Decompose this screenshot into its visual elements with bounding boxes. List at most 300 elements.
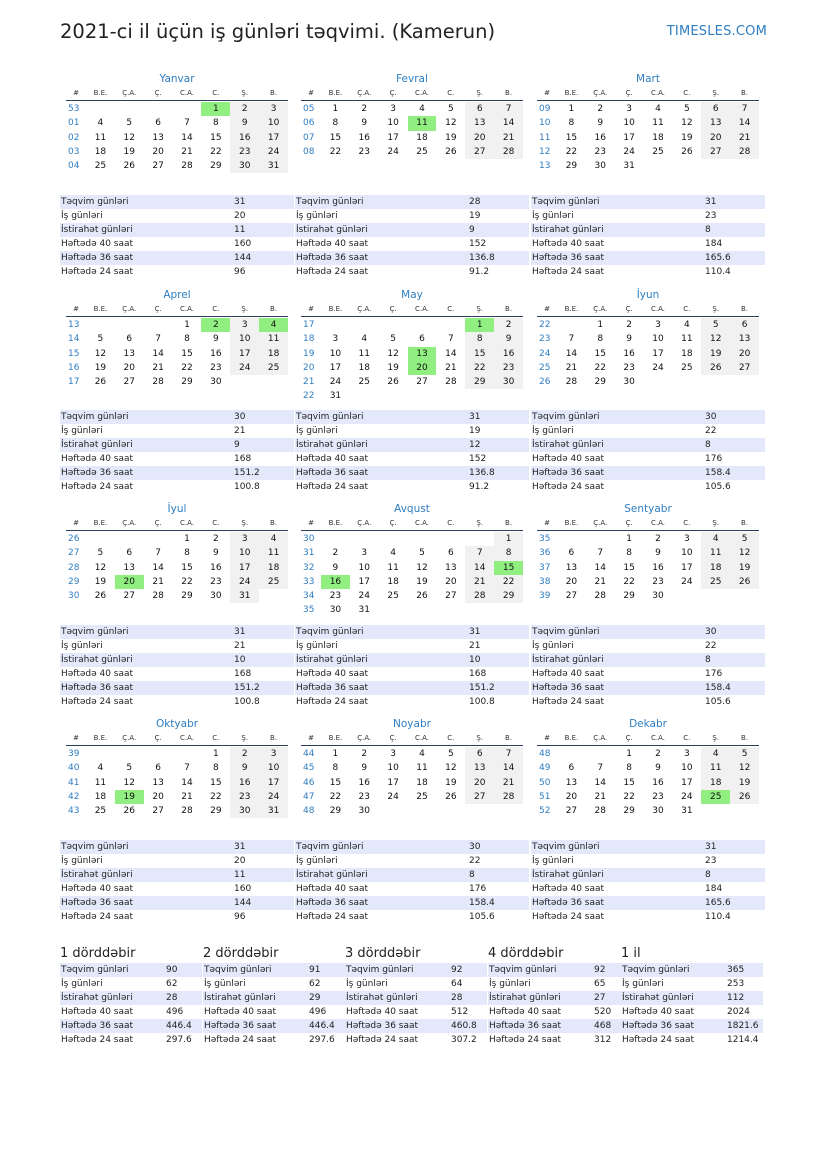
- day-cell[interactable]: 10: [259, 116, 288, 130]
- day-cell[interactable]: 30: [652, 591, 664, 602]
- day-cell[interactable]: 11: [259, 332, 288, 346]
- day-cell[interactable]: 12: [730, 761, 759, 775]
- day-cell[interactable]: 12: [387, 348, 399, 359]
- day-cell[interactable]: 25: [681, 362, 693, 373]
- day-cell[interactable]: 10: [681, 548, 693, 559]
- day-cell[interactable]: 17: [652, 348, 664, 359]
- day-cell[interactable]: 9: [626, 334, 632, 345]
- day-cell[interactable]: 25: [701, 575, 730, 589]
- day-cell[interactable]: 23: [652, 576, 664, 587]
- day-cell[interactable]: 14: [730, 116, 759, 130]
- day-cell[interactable]: 14: [181, 777, 193, 788]
- day-cell[interactable]: 30: [210, 377, 222, 388]
- day-cell[interactable]: 9: [230, 761, 259, 775]
- day-cell[interactable]: 15: [594, 348, 606, 359]
- day-cell[interactable]: 30: [652, 806, 664, 817]
- day-cell[interactable]: 19: [730, 561, 759, 575]
- day-cell[interactable]: 9: [361, 763, 368, 774]
- day-cell[interactable]: 29: [494, 589, 523, 603]
- day-cell[interactable]: 20: [152, 146, 164, 157]
- day-cell[interactable]: 22: [210, 146, 222, 157]
- day-cell[interactable]: 22: [210, 791, 222, 802]
- day-cell[interactable]: 19: [115, 790, 144, 804]
- day-cell[interactable]: 18: [416, 777, 428, 788]
- day-cell[interactable]: 4: [419, 104, 425, 114]
- day-cell[interactable]: 15: [210, 777, 222, 788]
- day-cell[interactable]: 25: [94, 161, 107, 172]
- day-cell[interactable]: 1: [212, 749, 219, 759]
- day-cell[interactable]: 31: [358, 605, 370, 616]
- day-cell[interactable]: 27: [465, 790, 494, 804]
- day-cell[interactable]: 23: [210, 362, 222, 373]
- day-cell[interactable]: 14: [445, 348, 457, 359]
- day-cell[interactable]: 10: [259, 761, 288, 775]
- day-cell[interactable]: 8: [597, 334, 604, 345]
- day-cell[interactable]: 11: [387, 562, 399, 573]
- day-cell[interactable]: 2: [230, 747, 259, 761]
- day-cell[interactable]: 25: [94, 806, 107, 817]
- day-cell[interactable]: 20: [115, 575, 144, 589]
- day-cell[interactable]: 29: [623, 591, 635, 602]
- day-cell[interactable]: 26: [387, 377, 399, 388]
- day-cell[interactable]: 9: [212, 334, 219, 345]
- day-cell[interactable]: 23: [652, 791, 664, 802]
- day-cell[interactable]: 15: [623, 777, 635, 788]
- day-cell[interactable]: 12: [445, 118, 457, 129]
- day-cell[interactable]: 12: [94, 562, 107, 573]
- day-cell[interactable]: 27: [565, 591, 578, 602]
- day-cell[interactable]: 14: [152, 562, 164, 573]
- day-cell[interactable]: 6: [568, 548, 575, 559]
- day-cell[interactable]: 24: [329, 377, 342, 388]
- day-cell[interactable]: 6: [155, 118, 161, 129]
- day-cell[interactable]: 9: [597, 118, 604, 129]
- day-cell[interactable]: 26: [701, 361, 730, 375]
- day-cell[interactable]: 18: [94, 791, 107, 802]
- day-cell[interactable]: 5: [447, 749, 454, 759]
- day-cell[interactable]: 15: [181, 348, 193, 359]
- day-cell[interactable]: 21: [152, 576, 164, 587]
- day-cell[interactable]: 8: [626, 548, 632, 559]
- day-cell[interactable]: 2: [494, 318, 523, 332]
- day-cell[interactable]: 11: [358, 348, 370, 359]
- day-cell[interactable]: 20: [465, 131, 494, 145]
- day-cell[interactable]: 22: [181, 362, 193, 373]
- day-cell[interactable]: 22: [623, 576, 635, 587]
- day-cell[interactable]: 29: [623, 806, 635, 817]
- day-cell[interactable]: 21: [181, 146, 193, 157]
- day-cell[interactable]: 5: [126, 118, 133, 129]
- day-cell[interactable]: 24: [623, 146, 635, 157]
- day-cell[interactable]: 30: [594, 161, 606, 172]
- day-cell[interactable]: 4: [361, 334, 368, 345]
- day-cell[interactable]: 10: [358, 562, 370, 573]
- day-cell[interactable]: 6: [701, 102, 730, 116]
- day-cell[interactable]: 1: [494, 532, 523, 546]
- day-cell[interactable]: 21: [594, 791, 606, 802]
- day-cell[interactable]: 18: [259, 561, 288, 575]
- day-cell[interactable]: 5: [97, 334, 104, 345]
- day-cell[interactable]: 29: [465, 375, 494, 389]
- day-cell[interactable]: 27: [465, 145, 494, 159]
- day-cell[interactable]: 1: [597, 320, 604, 330]
- day-cell[interactable]: 8: [212, 118, 219, 129]
- day-cell[interactable]: 19: [94, 576, 107, 587]
- day-cell[interactable]: 5: [701, 318, 730, 332]
- day-cell[interactable]: 2: [332, 548, 339, 559]
- day-cell[interactable]: 11: [416, 763, 428, 774]
- day-cell[interactable]: 13: [730, 332, 759, 346]
- day-cell[interactable]: 27: [730, 361, 759, 375]
- day-cell[interactable]: 20: [123, 362, 135, 373]
- day-cell[interactable]: 11: [652, 118, 664, 129]
- day-cell[interactable]: 18: [416, 132, 428, 143]
- day-cell[interactable]: 14: [494, 116, 523, 130]
- day-cell[interactable]: 31: [259, 159, 288, 173]
- day-cell[interactable]: 28: [465, 589, 494, 603]
- day-cell[interactable]: 22: [594, 362, 606, 373]
- day-cell[interactable]: 24: [387, 146, 399, 157]
- day-cell[interactable]: 17: [259, 131, 288, 145]
- day-cell[interactable]: 14: [494, 761, 523, 775]
- day-cell[interactable]: 14: [594, 777, 606, 788]
- day-cell[interactable]: 18: [387, 576, 399, 587]
- day-cell[interactable]: 3: [683, 534, 690, 544]
- day-cell[interactable]: 1: [332, 104, 339, 114]
- day-cell[interactable]: 9: [230, 116, 259, 130]
- day-cell[interactable]: 7: [184, 118, 190, 129]
- day-cell[interactable]: 18: [259, 347, 288, 361]
- day-cell[interactable]: 13: [123, 562, 135, 573]
- day-cell[interactable]: 24: [652, 362, 664, 373]
- day-cell[interactable]: 8: [626, 763, 632, 774]
- day-cell[interactable]: 9: [332, 562, 339, 573]
- day-cell[interactable]: 21: [152, 362, 164, 373]
- day-cell[interactable]: 5: [126, 763, 133, 774]
- day-cell[interactable]: 18: [701, 776, 730, 790]
- day-cell[interactable]: 8: [568, 118, 575, 129]
- day-cell[interactable]: 28: [494, 145, 523, 159]
- day-cell[interactable]: 10: [623, 118, 635, 129]
- day-cell[interactable]: 26: [730, 575, 759, 589]
- day-cell[interactable]: 8: [332, 118, 339, 129]
- day-cell[interactable]: 6: [568, 763, 575, 774]
- day-cell[interactable]: 7: [447, 334, 454, 345]
- day-cell[interactable]: 26: [730, 790, 759, 804]
- day-cell[interactable]: 15: [329, 132, 342, 143]
- day-cell[interactable]: 24: [358, 591, 370, 602]
- day-cell[interactable]: 22: [565, 146, 578, 157]
- day-cell[interactable]: 20: [565, 576, 578, 587]
- day-cell[interactable]: 16: [494, 347, 523, 361]
- day-cell[interactable]: 21: [494, 776, 523, 790]
- day-cell[interactable]: 10: [652, 334, 664, 345]
- day-cell[interactable]: 25: [416, 791, 428, 802]
- day-cell[interactable]: 6: [419, 334, 425, 345]
- day-cell[interactable]: 4: [97, 118, 104, 129]
- day-cell[interactable]: 26: [123, 806, 135, 817]
- day-cell[interactable]: 18: [94, 146, 107, 157]
- day-cell[interactable]: 27: [123, 591, 135, 602]
- day-cell[interactable]: 24: [259, 145, 288, 159]
- day-cell[interactable]: 15: [329, 777, 342, 788]
- day-cell[interactable]: 20: [730, 347, 759, 361]
- day-cell[interactable]: 23: [329, 591, 342, 602]
- day-cell[interactable]: 23: [623, 362, 635, 373]
- day-cell[interactable]: 19: [445, 777, 457, 788]
- day-cell[interactable]: 8: [184, 334, 190, 345]
- day-cell[interactable]: 13: [465, 116, 494, 130]
- day-cell[interactable]: 14: [152, 348, 164, 359]
- day-cell[interactable]: 19: [416, 576, 428, 587]
- day-cell[interactable]: 1: [568, 104, 575, 114]
- day-cell[interactable]: 28: [152, 377, 164, 388]
- day-cell[interactable]: 8: [465, 332, 494, 346]
- day-cell[interactable]: 23: [230, 145, 259, 159]
- day-cell[interactable]: 28: [181, 161, 193, 172]
- day-cell[interactable]: 17: [623, 132, 635, 143]
- day-cell[interactable]: 27: [152, 161, 164, 172]
- day-cell[interactable]: 17: [387, 132, 399, 143]
- day-cell[interactable]: 3: [655, 320, 661, 330]
- day-cell[interactable]: 1: [332, 749, 339, 759]
- day-cell[interactable]: 2: [361, 104, 368, 114]
- day-cell[interactable]: 10: [329, 348, 342, 359]
- day-cell[interactable]: 13: [123, 348, 135, 359]
- day-cell[interactable]: 2: [212, 534, 219, 544]
- day-cell[interactable]: 26: [681, 146, 693, 157]
- day-cell[interactable]: 30: [329, 605, 342, 616]
- day-cell[interactable]: 9: [361, 118, 368, 129]
- day-cell[interactable]: 4: [701, 747, 730, 761]
- day-cell[interactable]: 20: [408, 361, 437, 375]
- day-cell[interactable]: 30: [623, 377, 635, 388]
- day-cell[interactable]: 3: [230, 318, 259, 332]
- day-cell[interactable]: 14: [465, 561, 494, 575]
- day-cell[interactable]: 10: [387, 763, 399, 774]
- day-cell[interactable]: 16: [358, 777, 370, 788]
- day-cell[interactable]: 28: [730, 145, 759, 159]
- day-cell[interactable]: 24: [681, 791, 693, 802]
- day-cell[interactable]: 27: [152, 806, 164, 817]
- day-cell[interactable]: 13: [465, 761, 494, 775]
- day-cell[interactable]: 16: [652, 562, 664, 573]
- day-cell[interactable]: 23: [594, 146, 606, 157]
- day-cell[interactable]: 29: [210, 161, 222, 172]
- day-cell[interactable]: 26: [416, 591, 428, 602]
- day-cell[interactable]: 11: [259, 546, 288, 560]
- day-cell[interactable]: 7: [184, 763, 190, 774]
- day-cell[interactable]: 11: [94, 132, 107, 143]
- day-cell[interactable]: 19: [730, 776, 759, 790]
- day-cell[interactable]: 15: [623, 562, 635, 573]
- day-cell[interactable]: 7: [494, 747, 523, 761]
- day-cell[interactable]: 23: [210, 576, 222, 587]
- day-cell[interactable]: 5: [97, 548, 104, 559]
- day-cell[interactable]: 13: [701, 116, 730, 130]
- day-cell[interactable]: 5: [447, 104, 454, 114]
- day-cell[interactable]: 17: [329, 362, 342, 373]
- day-cell[interactable]: 19: [445, 132, 457, 143]
- day-cell[interactable]: 13: [408, 347, 437, 361]
- day-cell[interactable]: 12: [730, 546, 759, 560]
- day-cell[interactable]: 23: [230, 790, 259, 804]
- day-cell[interactable]: 24: [230, 575, 259, 589]
- day-cell[interactable]: 3: [390, 749, 396, 759]
- day-cell[interactable]: 9: [212, 548, 219, 559]
- day-cell[interactable]: 7: [597, 548, 604, 559]
- day-cell[interactable]: 11: [408, 116, 437, 130]
- day-cell[interactable]: 25: [358, 377, 370, 388]
- day-cell[interactable]: 3: [390, 104, 396, 114]
- day-cell[interactable]: 7: [465, 546, 494, 560]
- day-cell[interactable]: 9: [494, 332, 523, 346]
- day-cell[interactable]: 3: [332, 334, 339, 345]
- day-cell[interactable]: 29: [594, 377, 606, 388]
- day-cell[interactable]: 12: [123, 777, 135, 788]
- day-cell[interactable]: 16: [652, 777, 664, 788]
- day-cell[interactable]: 29: [210, 806, 222, 817]
- day-cell[interactable]: 21: [445, 362, 457, 373]
- day-cell[interactable]: 16: [230, 131, 259, 145]
- day-cell[interactable]: 22: [623, 791, 635, 802]
- day-cell[interactable]: 26: [445, 791, 457, 802]
- day-cell[interactable]: 25: [259, 575, 288, 589]
- day-cell[interactable]: 18: [652, 132, 664, 143]
- day-cell[interactable]: 31: [329, 391, 342, 402]
- day-cell[interactable]: 7: [568, 334, 575, 345]
- day-cell[interactable]: 24: [230, 361, 259, 375]
- day-cell[interactable]: 1: [201, 102, 230, 116]
- day-cell[interactable]: 18: [681, 348, 693, 359]
- day-cell[interactable]: 24: [387, 791, 399, 802]
- day-cell[interactable]: 4: [259, 532, 288, 546]
- day-cell[interactable]: 2: [201, 318, 230, 332]
- day-cell[interactable]: 21: [465, 575, 494, 589]
- day-cell[interactable]: 16: [594, 132, 606, 143]
- day-cell[interactable]: 11: [681, 334, 693, 345]
- day-cell[interactable]: 5: [683, 104, 690, 114]
- day-cell[interactable]: 28: [181, 806, 193, 817]
- day-cell[interactable]: 13: [565, 777, 578, 788]
- day-cell[interactable]: 27: [701, 145, 730, 159]
- day-cell[interactable]: 25: [259, 361, 288, 375]
- day-cell[interactable]: 21: [565, 362, 578, 373]
- day-cell[interactable]: 7: [155, 548, 161, 559]
- day-cell[interactable]: 6: [447, 548, 454, 559]
- day-cell[interactable]: 12: [123, 132, 135, 143]
- day-cell[interactable]: 17: [259, 776, 288, 790]
- day-cell[interactable]: 5: [730, 747, 759, 761]
- day-cell[interactable]: 26: [123, 161, 135, 172]
- day-cell[interactable]: 31: [259, 804, 288, 818]
- day-cell[interactable]: 8: [494, 546, 523, 560]
- day-cell[interactable]: 16: [210, 348, 222, 359]
- day-cell[interactable]: 21: [730, 131, 759, 145]
- day-cell[interactable]: 20: [445, 576, 457, 587]
- day-cell[interactable]: 6: [730, 318, 759, 332]
- day-cell[interactable]: 4: [683, 320, 690, 330]
- day-cell[interactable]: 14: [594, 562, 606, 573]
- day-cell[interactable]: 16: [321, 575, 350, 589]
- day-cell[interactable]: 7: [155, 334, 161, 345]
- day-cell[interactable]: 17: [230, 347, 259, 361]
- day-cell[interactable]: 28: [594, 806, 606, 817]
- day-cell[interactable]: 28: [565, 377, 578, 388]
- day-cell[interactable]: 16: [210, 562, 222, 573]
- day-cell[interactable]: 16: [623, 348, 635, 359]
- day-cell[interactable]: 11: [701, 546, 730, 560]
- day-cell[interactable]: 5: [730, 532, 759, 546]
- day-cell[interactable]: 31: [230, 589, 259, 603]
- day-cell[interactable]: 13: [565, 562, 578, 573]
- day-cell[interactable]: 24: [259, 790, 288, 804]
- day-cell[interactable]: 22: [181, 576, 193, 587]
- day-cell[interactable]: 6: [155, 763, 161, 774]
- day-cell[interactable]: 3: [683, 749, 690, 759]
- day-cell[interactable]: 15: [181, 562, 193, 573]
- day-cell[interactable]: 1: [626, 749, 632, 759]
- day-cell[interactable]: 31: [623, 161, 635, 172]
- day-cell[interactable]: 19: [681, 132, 693, 143]
- day-cell[interactable]: 4: [419, 749, 425, 759]
- day-cell[interactable]: 10: [230, 546, 259, 560]
- day-cell[interactable]: 20: [152, 791, 164, 802]
- day-cell[interactable]: 12: [445, 763, 457, 774]
- day-cell[interactable]: 30: [230, 159, 259, 173]
- day-cell[interactable]: 17: [681, 562, 693, 573]
- day-cell[interactable]: 26: [94, 377, 107, 388]
- day-cell[interactable]: 10: [681, 763, 693, 774]
- day-cell[interactable]: 6: [126, 548, 133, 559]
- day-cell[interactable]: 25: [387, 591, 399, 602]
- day-cell[interactable]: 1: [184, 320, 190, 330]
- day-cell[interactable]: 19: [123, 146, 135, 157]
- day-cell[interactable]: 15: [465, 347, 494, 361]
- day-cell[interactable]: 1: [184, 534, 190, 544]
- day-cell[interactable]: 6: [465, 747, 494, 761]
- day-cell[interactable]: 25: [652, 146, 664, 157]
- day-cell[interactable]: 18: [358, 362, 370, 373]
- day-cell[interactable]: 2: [655, 749, 661, 759]
- day-cell[interactable]: 15: [565, 132, 578, 143]
- day-cell[interactable]: 9: [655, 763, 661, 774]
- day-cell[interactable]: 1: [465, 318, 494, 332]
- day-cell[interactable]: 13: [152, 132, 164, 143]
- day-cell[interactable]: 14: [181, 132, 193, 143]
- day-cell[interactable]: 29: [181, 377, 193, 388]
- day-cell[interactable]: 19: [387, 362, 399, 373]
- day-cell[interactable]: 3: [361, 548, 368, 559]
- day-cell[interactable]: 30: [230, 804, 259, 818]
- day-cell[interactable]: 29: [329, 806, 342, 817]
- day-cell[interactable]: 23: [358, 146, 370, 157]
- day-cell[interactable]: 31: [681, 806, 693, 817]
- day-cell[interactable]: 17: [230, 561, 259, 575]
- day-cell[interactable]: 22: [465, 361, 494, 375]
- day-cell[interactable]: 6: [126, 334, 133, 345]
- day-cell[interactable]: 15: [210, 132, 222, 143]
- day-cell[interactable]: 2: [597, 104, 604, 114]
- day-cell[interactable]: 19: [701, 347, 730, 361]
- day-cell[interactable]: 21: [594, 576, 606, 587]
- day-cell[interactable]: 3: [259, 102, 288, 116]
- day-cell[interactable]: 30: [210, 591, 222, 602]
- day-cell[interactable]: 14: [565, 348, 578, 359]
- day-cell[interactable]: 8: [184, 548, 190, 559]
- day-cell[interactable]: 3: [626, 104, 632, 114]
- day-cell[interactable]: 20: [465, 776, 494, 790]
